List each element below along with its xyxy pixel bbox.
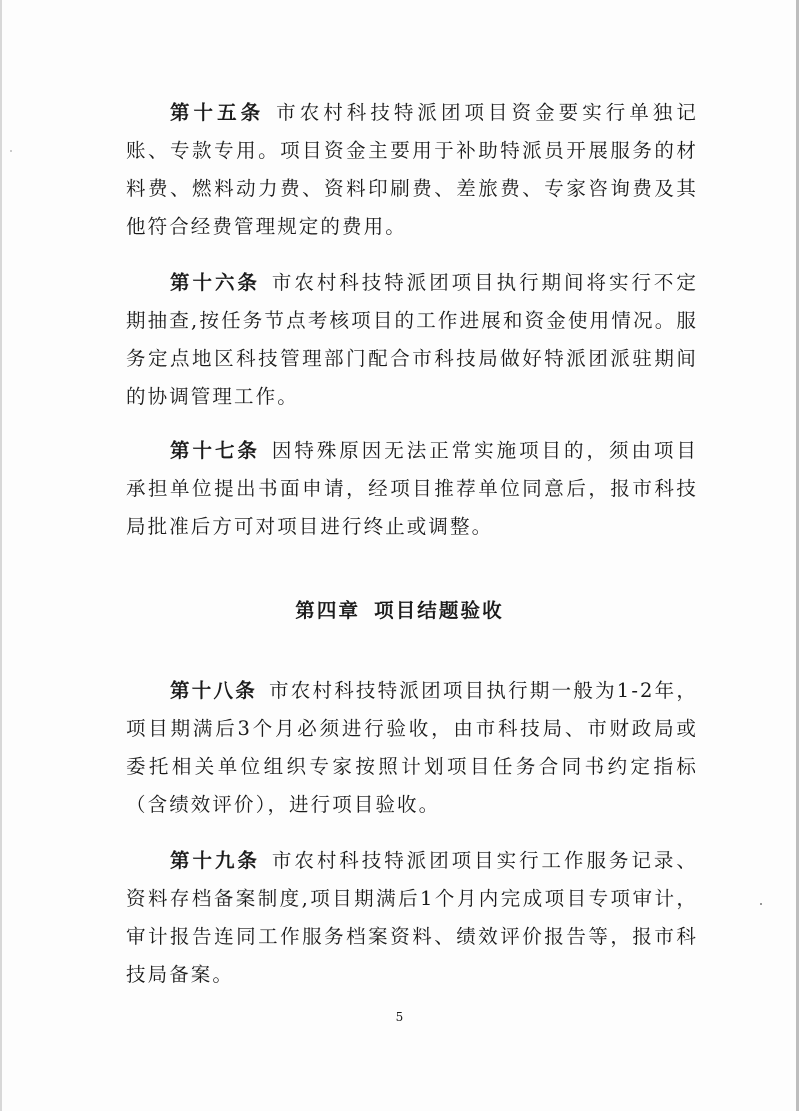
article-16-text: 市农村科技特派团项目执行期间将实行不定期抽查,按任务节点考核项目的工作进展和资金使用情况。服务定点地区科技管理部门配合市科技局做好特派团派驻期间的协调管理工作。: [126, 271, 698, 408]
article-16: [126, 264, 698, 416]
article-18: [126, 672, 698, 824]
article-19-number: 第十九条: [170, 849, 260, 872]
scan-left-edge: [0, 0, 2, 1111]
article-19: [126, 842, 698, 994]
article-18-text: 市农村科技特派团项目执行期一般为1-2年，项目期满后3个月必须进行验收，由市科技局、市财政局或委托相关单位组织专家按照计划项目任务合同书约定指标（含绩效评价），进行项目验收。: [126, 679, 698, 816]
scan-speck: [760, 903, 762, 905]
chapter-number: 第四章: [295, 599, 361, 622]
article-15-number: 第十五条: [170, 101, 265, 124]
article-17-text: 因特殊原因无法正常实施项目的，须由项目承担单位提出书面申请，经项目推荐单位同意后，报市科技局批准后方可对项目进行终止或调整。: [126, 439, 698, 538]
article-17: [126, 432, 698, 546]
page-number: 5: [395, 1010, 404, 1024]
chapter-heading: [0, 592, 799, 630]
article-19-text: 市农村科技特派团项目实行工作服务记录、资料存档备案制度,项目期满后1个月内完成项目专项审计，审计报告连同工作服务档案资料、绩效评价报告等，报市科技局备案。: [126, 849, 698, 986]
scan-speck: [10, 150, 12, 152]
article-15-text: 市农村科技特派团项目资金要实行单独记账、专款专用。项目资金主要用于补助特派员开展服务的材料费、燃料动力费、资料印刷费、差旅费、专家咨询费及其他符合经费管理规定的费用。: [126, 101, 698, 238]
article-15: [126, 94, 698, 246]
article-17-number: 第十七条: [170, 439, 260, 462]
chapter-title: 项目结题验收: [374, 599, 504, 622]
article-16-number: 第十六条: [170, 271, 260, 294]
article-18-number: 第十八条: [170, 679, 257, 702]
